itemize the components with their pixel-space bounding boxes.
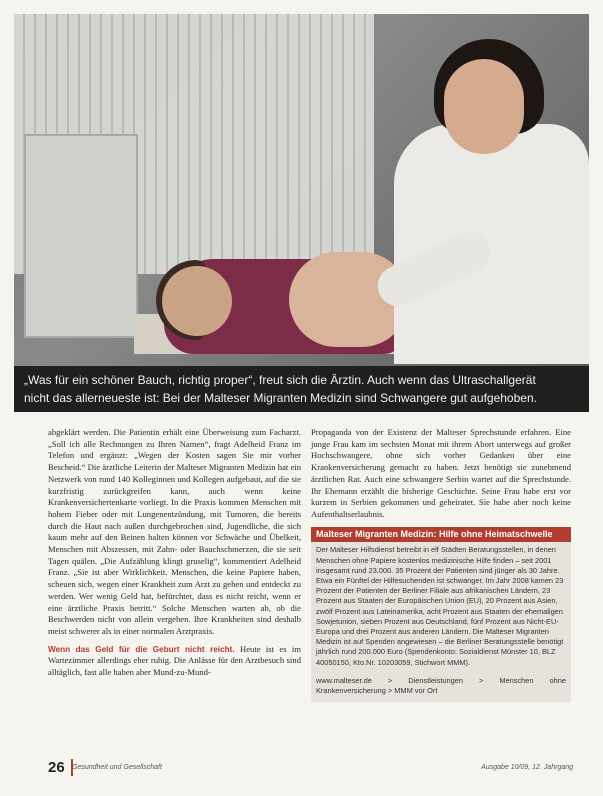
- page-footer: [48, 759, 573, 778]
- section-name: Gesundheit und Gesellschaft: [72, 764, 162, 771]
- caption-line-1: „Was für ein schöner Bauch, richtig proper“, freut sich die Ärztin. Auch wenn das Ultraschallgerät: [24, 373, 536, 387]
- caption-line-2: nicht das allerneueste ist: Bei der Malteser Migranten Medizin sind Schwangere gut aufgehoben.: [24, 391, 537, 405]
- article-column-left: [48, 427, 301, 679]
- article-paragraph-2: [48, 644, 301, 679]
- article-paragraph-right: Propaganda von der Existenz der Malteser Sprechstunde erfahren. Eine junge Frau kam im sechsten Monat mit ihrem Abort unterwegs auf großer Hochschwangere, ohne sich vorher Gedanken über eine Krankenversicherung gemacht zu haben. Jetzt benötigt sie zunehmend ärztlichen Rat. Auch eine schwangere Serbin wartet auf die Sprechstunde. Ihr Ehemann erzählt die bisherige Geschichte. Seine Frau habe erst vor kurzem in Serbien gekommen und geheiratet. Sie habe aber noch keine Aufenthaltserlaubnis.: [311, 427, 571, 519]
- info-box-body: Der Malteser Hilfsdienst betreibt in elf Städten Beratungsstellen, in denen Menschen ohne Papiere kostenlos medizinische Hilfe finden – seit 2001 insgesamt rund 23.000. 35 Prozent der Patienten sind jünger als 30 Jahre. Etwa ein Fünftel der Hilfesuchenden ist schwanger. Im Jahr 2008 kamen 23 Prozent der Patienten der Berliner Filiale aus afrikanischen Ländern, 23 Prozent aus Staaten der Europäischen Union (EU), 20 Prozent aus Asien, zwölf Prozent aus Lateinamerika, acht Prozent aus Staaten der ehemaligen Sowjetunion, sieben Prozent aus Deutschland, fünf Prozent aus Nicht-EU-Europa und drei Prozent aus anderen Ländern. Die Malteser Migranten Medizin ist auf Spenden angewiesen – die Berliner Beratungsstelle benötigt jährlich rund 200.000 Euro (Spendenkonto: Sozialdienst Münster 10, BLZ 40050150, Kto.Nr. 10203059, Stichwort MMM).: [316, 545, 564, 667]
- subheading: Wenn das Geld für die Geburt nicht reicht.: [48, 644, 235, 654]
- article-paragraph-2-text: Heute ist es im Wartezimmer allerdings eher ruhig. Die Anlässe für den Arztbesuch sind alltäglich, fast alle haben aber Mund-zu-Mund-: [48, 643, 301, 678]
- doctor-face: [444, 59, 524, 154]
- article-paragraph: abgeklärt werden. Die Patientin erhält eine Überweisung zum Facharzt. „Soll ich alle Rechnungen zu Ihren Namen“, fragt Adelheid Franz im Telefon und ergänzt: „Wegen der Kosten sagen Sie mir vorher Bescheid.“ Die ärztliche Leiterin der Malteser Migranten Medizin hat ein Netzwerk von rund 140 Kolleginnen und Kollegen aufgebaut, auf die sie kurzfristig zurückgreifen kann, auch wenn keine Krankenversichertenkarte vorliegt. In die Praxis kommen Menschen mit hohem Fieber oder mit Lungenentzündung, mit Tumoren, die bereits durch die Haut nach außen durchgebrochen sind, Jugendliche, die sich kaum mehr auf den Beinen halten können vor Schwäche und Übelkeit, Menschen mit Abszessen, mit Zahn- oder Bauchschmerzen, die sie seit Tagen quälen. „Die Aufzählung klingt gruselig“, kommentiert Adelheid Franz. „Sie ist aber Wirklichkeit. Menschen, die keine Papiere haben, scheuen sich, wegen einer Krankheit zum Arzt zu gehen und entdeckt zu werden. Wer wenig Geld hat, befürchtet, dass es nicht reicht, wenn er eine ärztliche Praxis betritt.“ Solche Menschen warten ab, ob die Beschwerden nicht von allein vergehen. Ihre Krankheiten sind deshalb meist schwerer als in einer normalen Arztpraxis.: [48, 427, 301, 636]
- doctor-coat: [394, 124, 589, 364]
- info-box-links: www.malteser.de > Dienstleistungen > Menschen ohne Krankenversicherung > MMM vor Ort: [316, 675, 566, 695]
- patient-face: [162, 266, 232, 336]
- issue-info: Ausgabe 10/09, 12. Jahrgang: [481, 764, 573, 771]
- article-column-right: [311, 427, 571, 702]
- info-box-title: Malteser Migranten Medizin: Hilfe ohne Heimatschwelle: [311, 527, 571, 543]
- info-box: [311, 527, 571, 703]
- page-number: 26: [48, 759, 73, 776]
- photo-caption: [14, 366, 589, 412]
- ultrasound-machine: [24, 134, 138, 338]
- article-photo: [14, 14, 589, 366]
